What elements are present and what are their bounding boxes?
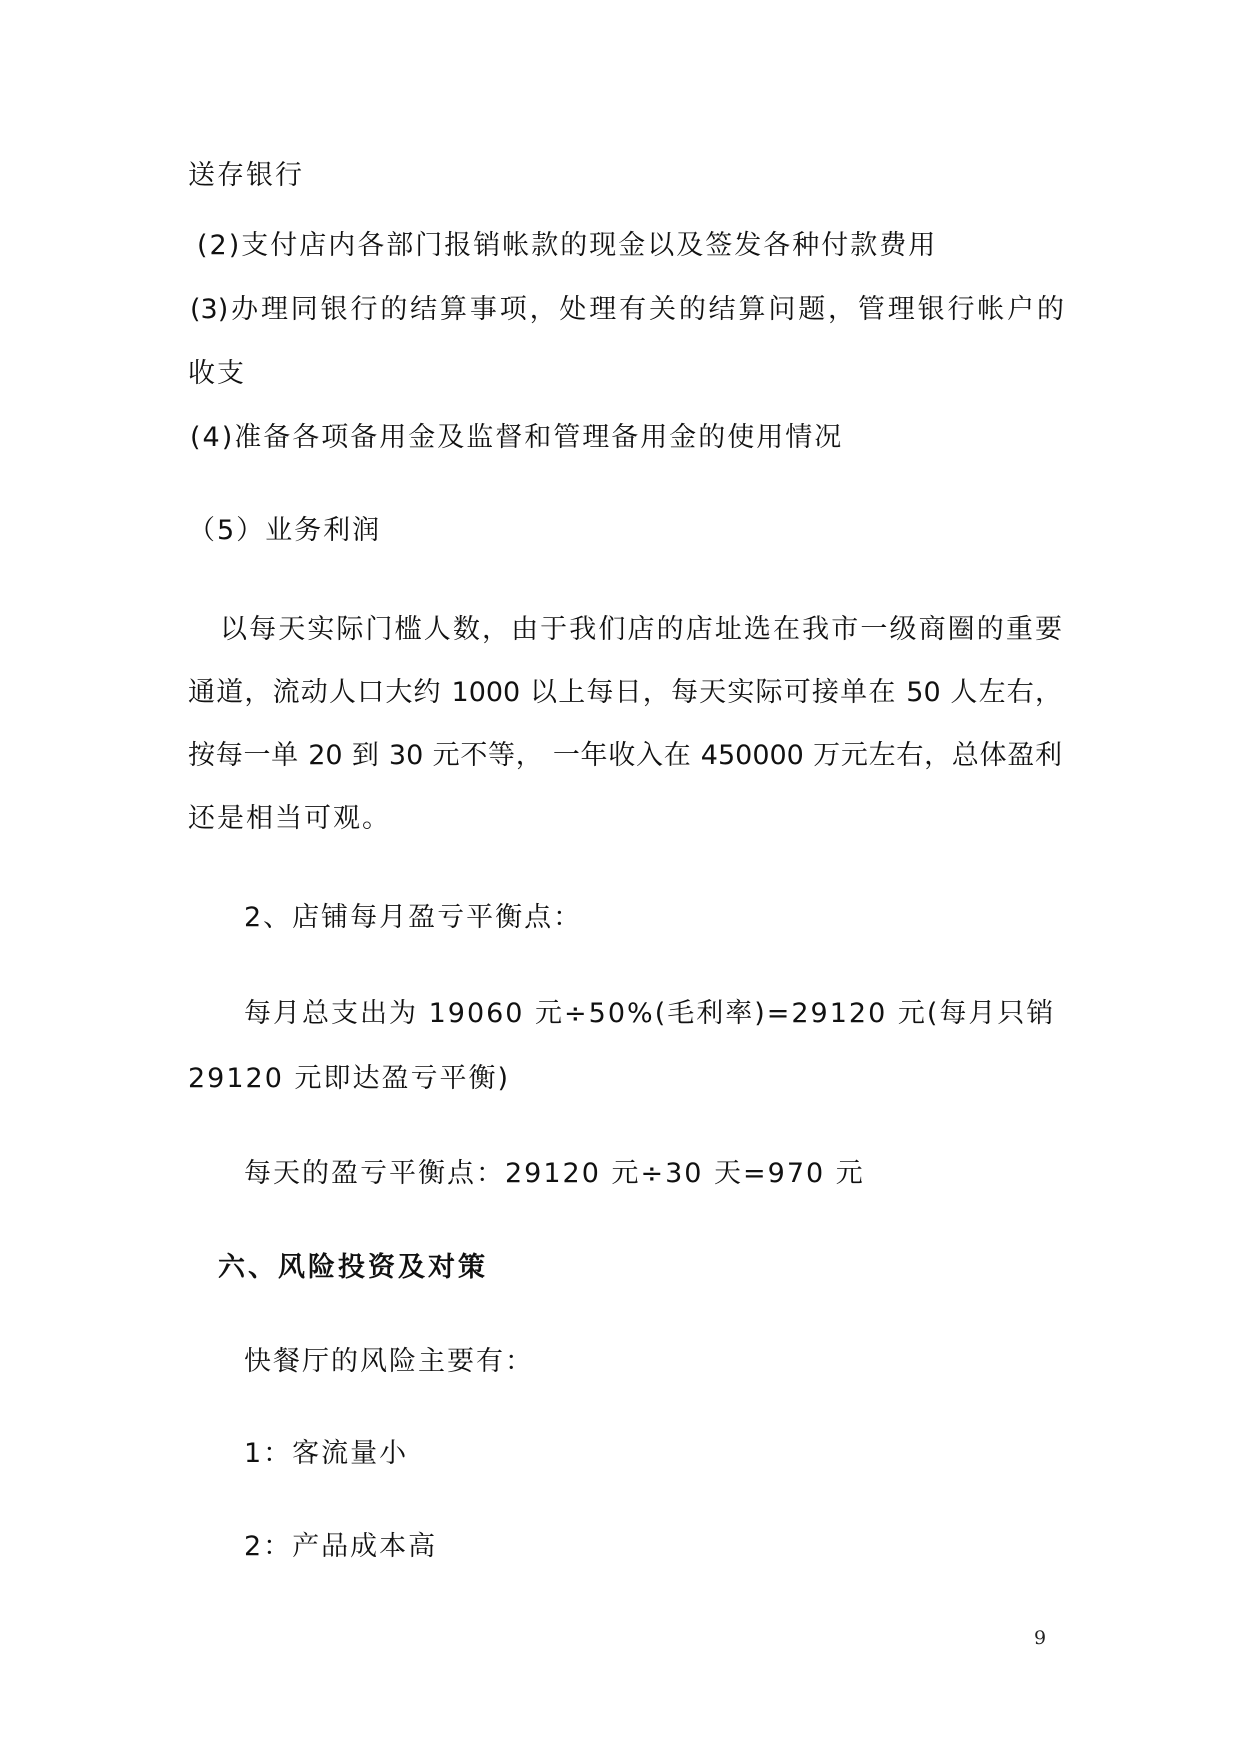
- text-line: (2)支付店内各部门报销帐款的现金以及签发各种付款费用: [197, 230, 938, 261]
- section-heading: 六、风险投资及对策: [218, 1252, 488, 1283]
- text-line: 快餐厅的风险主要有：: [244, 1346, 534, 1377]
- text-line: 还是相当可观。: [188, 803, 391, 834]
- text-line: (3)办理同银行的结算事项，处理有关的结算问题，管理银行帐户的: [190, 294, 1064, 325]
- text-line: 29120 元即达盈亏平衡): [188, 1063, 511, 1094]
- text-line: 以每天实际门槛人数，由于我们店的店址选在我市一级商圈的重要: [220, 614, 1062, 645]
- list-item: 2：产品成本高: [244, 1531, 438, 1562]
- text-line: (4)准备各项备用金及监督和管理备用金的使用情况: [190, 422, 844, 453]
- text-line: 2、店铺每月盈亏平衡点：: [244, 902, 583, 933]
- page-number: 9: [1033, 1627, 1047, 1649]
- text-line: 按每一单 20 到 30 元不等， 一年收入在 450000 万元左右，总体盈利: [188, 740, 1062, 771]
- text-line: （5）业务利润: [188, 515, 382, 546]
- text-line: 收支: [188, 358, 246, 389]
- text-line: 每天的盈亏平衡点：29120 元÷30 天=970 元: [244, 1158, 865, 1189]
- list-item: 1：客流量小: [244, 1438, 409, 1469]
- text-line: 通道，流动人口大约 1000 以上每日，每天实际可接单在 50 人左右，: [188, 677, 1062, 708]
- text-line: 每月总支出为 19060 元÷50%(毛利率)=29120 元(每月只销: [244, 998, 1056, 1029]
- text-line: 送存银行: [188, 160, 304, 191]
